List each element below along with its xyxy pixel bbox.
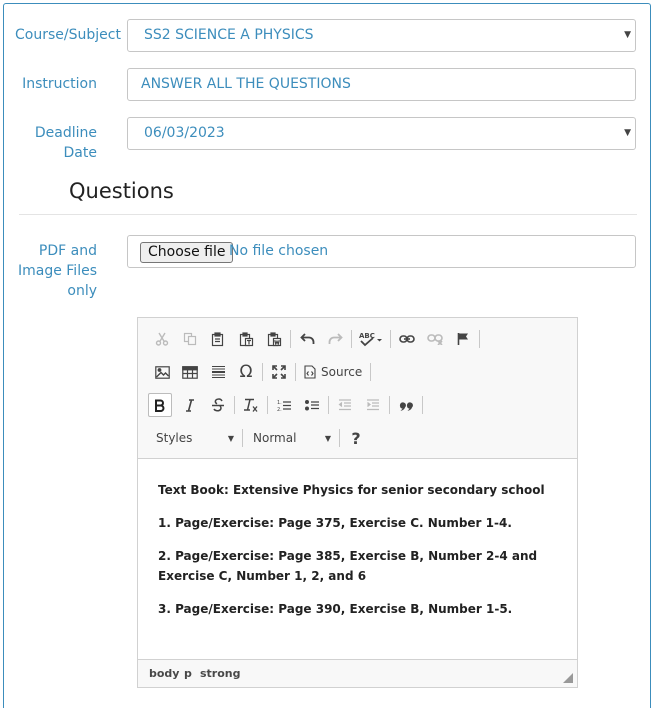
- format-dropdown-label: Normal: [253, 431, 297, 445]
- toolbar-row-3: [148, 392, 425, 418]
- chevron-down-icon: ▼: [624, 128, 631, 138]
- styles-dropdown[interactable]: [148, 431, 240, 445]
- path-crumb-strong[interactable]: strong: [200, 667, 241, 680]
- rich-text-editor: [137, 317, 578, 688]
- toolbar-separator: [267, 396, 268, 414]
- toolbar-separator: [479, 330, 480, 348]
- source-button[interactable]: [298, 365, 368, 379]
- deadline-label: [15, 123, 97, 163]
- spellcheck-icon[interactable]: [354, 327, 388, 351]
- file-status: No file chosen: [229, 243, 329, 259]
- toolbar-separator: [290, 330, 291, 348]
- toolbar-separator: [422, 396, 423, 414]
- horizontal-line-icon[interactable]: [204, 360, 232, 384]
- paste-text-icon[interactable]: [232, 327, 260, 351]
- svg-text:2.: 2.: [276, 406, 282, 412]
- redo-icon[interactable]: [321, 327, 349, 351]
- bulleted-list-icon[interactable]: [298, 393, 326, 417]
- content-paragraph: 3. Page/Exercise: Page 390, Exercise B, Number 1-5.: [158, 602, 513, 616]
- unlink-icon[interactable]: [421, 327, 449, 351]
- editor-content[interactable]: [158, 480, 563, 632]
- instruction-input[interactable]: [127, 68, 636, 101]
- help-icon[interactable]: ?: [351, 428, 361, 448]
- course-label: Course/Subject: [15, 27, 121, 43]
- paste-icon[interactable]: [204, 327, 232, 351]
- strikethrough-icon[interactable]: [204, 393, 232, 417]
- choose-file-button[interactable]: Choose file: [140, 242, 233, 263]
- chevron-down-icon: ▼: [624, 30, 631, 40]
- toolbar-separator: [234, 396, 235, 414]
- toolbar-separator: [295, 363, 296, 381]
- editor-toolbar: [138, 318, 577, 459]
- instruction-label: Instruction: [22, 76, 97, 92]
- instruction-input-value: ANSWER ALL THE QUESTIONS: [141, 76, 351, 92]
- toolbar-row-2: [148, 359, 373, 385]
- format-dropdown[interactable]: [245, 431, 337, 445]
- file-input[interactable]: [127, 235, 636, 268]
- numbered-list-icon[interactable]: [270, 393, 298, 417]
- svg-text:1.: 1.: [276, 399, 282, 406]
- content-paragraph: Text Book: Extensive Physics for senior secondary school: [158, 483, 545, 497]
- editor-statusbar: [138, 659, 577, 687]
- divider: [19, 214, 637, 215]
- cut-icon[interactable]: [148, 327, 176, 351]
- copy-icon[interactable]: [176, 327, 204, 351]
- file-label: [15, 241, 97, 301]
- toolbar-separator: [328, 396, 329, 414]
- source-icon: [304, 365, 316, 379]
- remove-format-icon[interactable]: [237, 393, 265, 417]
- questions-heading: Questions: [69, 179, 174, 203]
- source-button-label: Source: [321, 365, 363, 379]
- bold-icon[interactable]: [148, 393, 172, 417]
- deadline-select-value: 06/03/2023: [144, 125, 225, 141]
- toolbar-separator: [351, 330, 352, 348]
- toolbar-separator: [339, 429, 340, 447]
- toolbar-row-1: [148, 326, 482, 352]
- italic-icon[interactable]: [176, 393, 204, 417]
- course-select-value: SS2 SCIENCE A PHYSICS: [144, 27, 314, 43]
- toolbar-separator: [390, 330, 391, 348]
- toolbar-separator: [262, 363, 263, 381]
- course-select[interactable]: [127, 19, 636, 52]
- path-crumb-p[interactable]: p: [184, 667, 192, 680]
- chevron-down-icon: ▼: [227, 433, 234, 443]
- file-label-line-2: Image Files: [17, 263, 97, 279]
- content-paragraph: 1. Page/Exercise: Page 375, Exercise C. Number 1-4.: [158, 516, 512, 530]
- maximize-icon[interactable]: [265, 360, 293, 384]
- deadline-label-line-2: Date: [63, 145, 97, 161]
- undo-icon[interactable]: [293, 327, 321, 351]
- toolbar-row-4: [148, 425, 370, 451]
- file-label-line-1: PDF and: [38, 243, 97, 259]
- decrease-indent-icon[interactable]: [331, 393, 359, 417]
- content-paragraph: 2. Page/Exercise: Page 385, Exercise B, Number 2-4 and Exercise C, Number 1, 2, and 6: [158, 549, 538, 583]
- increase-indent-icon[interactable]: [359, 393, 387, 417]
- blockquote-icon[interactable]: [392, 393, 420, 417]
- toolbar-separator: [389, 396, 390, 414]
- chevron-down-icon: ▼: [324, 433, 331, 443]
- deadline-label-line-1: Deadline: [34, 125, 97, 141]
- path-crumb-body[interactable]: body: [149, 667, 180, 680]
- toolbar-separator: [242, 429, 243, 447]
- svg-text:ABC: ABC: [359, 332, 375, 340]
- table-icon[interactable]: [176, 360, 204, 384]
- link-icon[interactable]: [393, 327, 421, 351]
- toolbar-separator: [370, 363, 371, 381]
- special-character-icon[interactable]: Ω: [239, 362, 253, 382]
- deadline-select[interactable]: [127, 117, 636, 150]
- paste-from-word-icon[interactable]: [260, 327, 288, 351]
- anchor-flag-icon[interactable]: [449, 327, 477, 351]
- resize-handle-icon[interactable]: [563, 673, 573, 683]
- styles-dropdown-label: Styles: [156, 431, 193, 445]
- file-label-line-3: only: [67, 283, 97, 299]
- image-icon[interactable]: [148, 360, 176, 384]
